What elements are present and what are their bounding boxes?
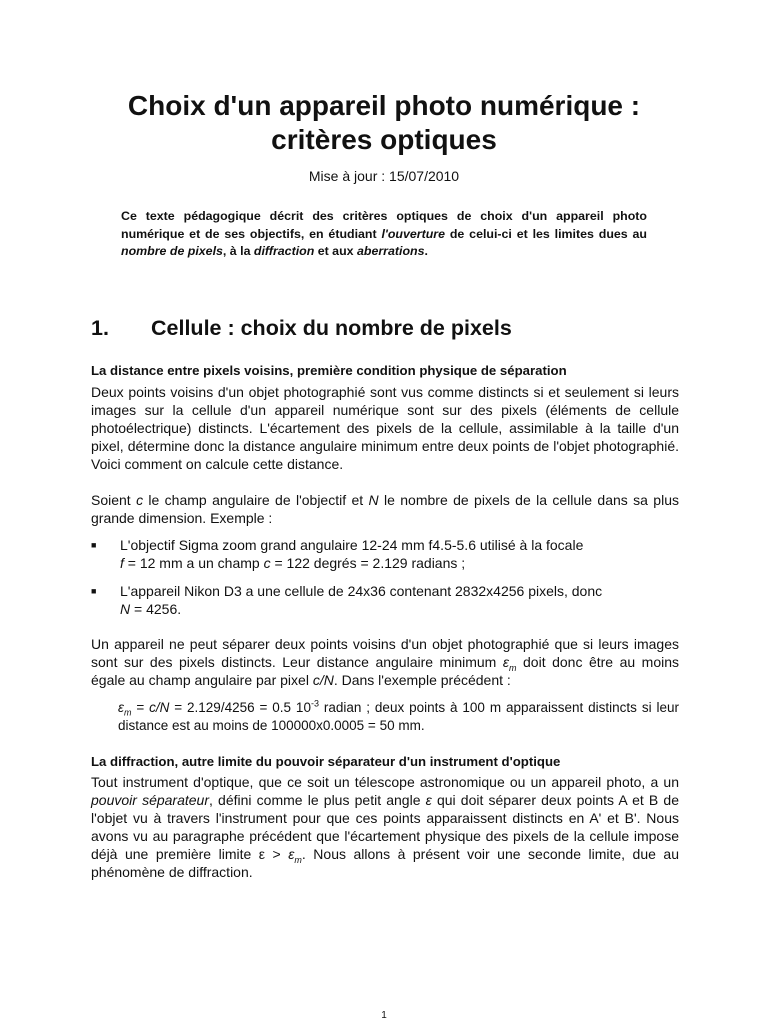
math-symbol: c [136,492,144,508]
abstract-text: , à la [222,244,254,258]
formula-text: radian ; deux points à 100 m apparaissent distincts si leur distance est au moins de 100000x0.0005 = 50 mm. [118,700,679,733]
math-symbol: ε [502,654,509,670]
paragraph-text: doit donc être au moins égale au champ angulaire par pixel [91,654,680,688]
paragraph-text: le nombre de pixels de la cellule dans sa plus grande dimension. Exemple : [91,492,679,526]
math-comparison: ε > [258,846,289,862]
math-symbol: ε [425,792,432,808]
math-symbol: c/N [312,672,334,688]
subheading: La distance entre pixels voisins, première condition physique de séparation [91,363,567,378]
paragraph [91,635,679,689]
abstract-text: et aux [314,244,357,258]
math-symbol: c [263,555,271,571]
math-exponent: -3 [310,698,319,709]
paragraph-text: qui doit séparer deux points A et B de l'objet vu à travers l'instrument pour que ces points apparaissent distincts en A' et B'. Nous avons vu au paragraphe précédent que l'écartement physique des pixels de la cellule impose déjà une première limite [91,792,679,862]
math-symbol: f [120,555,124,571]
paragraph-text: le champ angulaire de l'objectif et [143,492,369,508]
math-subscript: m [294,854,302,865]
title-line-1: Choix d'un appareil photo numérique : [127,90,641,121]
abstract-emphasis: diffraction [253,244,315,258]
abstract-emphasis: nombre de pixels [121,244,223,258]
bullet-square-icon: ■ [91,540,97,550]
abstract-text: Ce texte pédagogique décrit des critères optiques de choix d'un appareil photo numérique et de ses objectifs, en étudiant [121,209,647,241]
list-item-text [120,582,679,618]
math-subscript: m [509,662,517,673]
bullet-square-icon: ■ [91,586,97,596]
abstract-text: . [424,244,428,258]
abstract [121,208,647,261]
paragraph-text: Soient [91,492,137,508]
title-line-2: critères optiques [271,124,497,155]
list-item-text-part: = 4256. [130,601,182,617]
formula [118,699,679,735]
section-number: 1. [91,316,109,340]
list-item-text-part: L'objectif Sigma zoom grand angulaire 12-24 mm f4.5-5.6 utilisé à la focale [120,537,584,553]
paragraph: Deux points voisins d'un objet photographié sont vus comme distincts si et seulement si leurs images sur la cellule d'un appareil numérique sont sur des pixels (éléments de cellule photoélectrique) distincts. L'écartement des pixels de la cellule, assimilable à la taille d'un pixel, détermine donc la distance angulaire minimum entre deux points de l'objet photographié. Voici comment on calcule cette distance. [91,384,679,472]
math-symbol: N [368,492,379,508]
paragraph [91,491,679,527]
paragraph-text: . Nous allons à présent voir une seconde limite, due au phénomène de diffraction. [91,846,680,880]
math-symbol: c/N [149,700,170,715]
abstract-text: de celui-ci et les limites dues au [445,226,647,241]
abstract-emphasis: l'ouverture [381,226,446,241]
section-heading [91,314,512,342]
paragraph-text: Tout instrument d'optique, que ce soit un télescope astronomique ou un appareil photo, a un [91,774,679,790]
document-title [60,89,708,157]
math-subscript: m [123,707,132,718]
subheading: La diffraction, autre limite du pouvoir séparateur d'un instrument d'optique [91,754,561,769]
list-item [91,536,679,572]
formula-text: = [131,700,150,715]
paragraph-text: , défini comme le plus petit angle [209,792,426,808]
list-item-text [120,536,679,572]
paragraph-text: Un appareil ne peut séparer deux points voisins d'un objet photographié que si leurs images sont sur des pixels distincts. Leur distance angulaire minimum [91,636,679,670]
math-symbol: N [120,601,131,617]
section-title: Cellule : choix du nombre de pixels [151,316,512,340]
paragraph-text: . Dans l'exemple précédent : [333,672,511,688]
abstract-emphasis: aberrations [356,244,425,258]
math-symbol: ε [288,846,295,862]
page-number: 1 [381,1010,387,1021]
formula-text: = 2.129/4256 = 0.5 10 [169,700,311,715]
update-date: Mise à jour : 15/07/2010 [308,168,460,184]
list-item-text-part: L'appareil Nikon D3 a une cellule de 24x36 contenant 2832x4256 pixels, donc [120,583,603,599]
paragraph-emphasis: pouvoir séparateur [91,792,210,808]
paragraph [91,773,679,881]
math-symbol: ε [118,700,124,715]
list-item-text-part: = 122 degrés = 2.129 radians ; [270,555,466,571]
list-item-text-part: = 12 mm a un champ [123,555,264,571]
list-item [91,582,679,618]
